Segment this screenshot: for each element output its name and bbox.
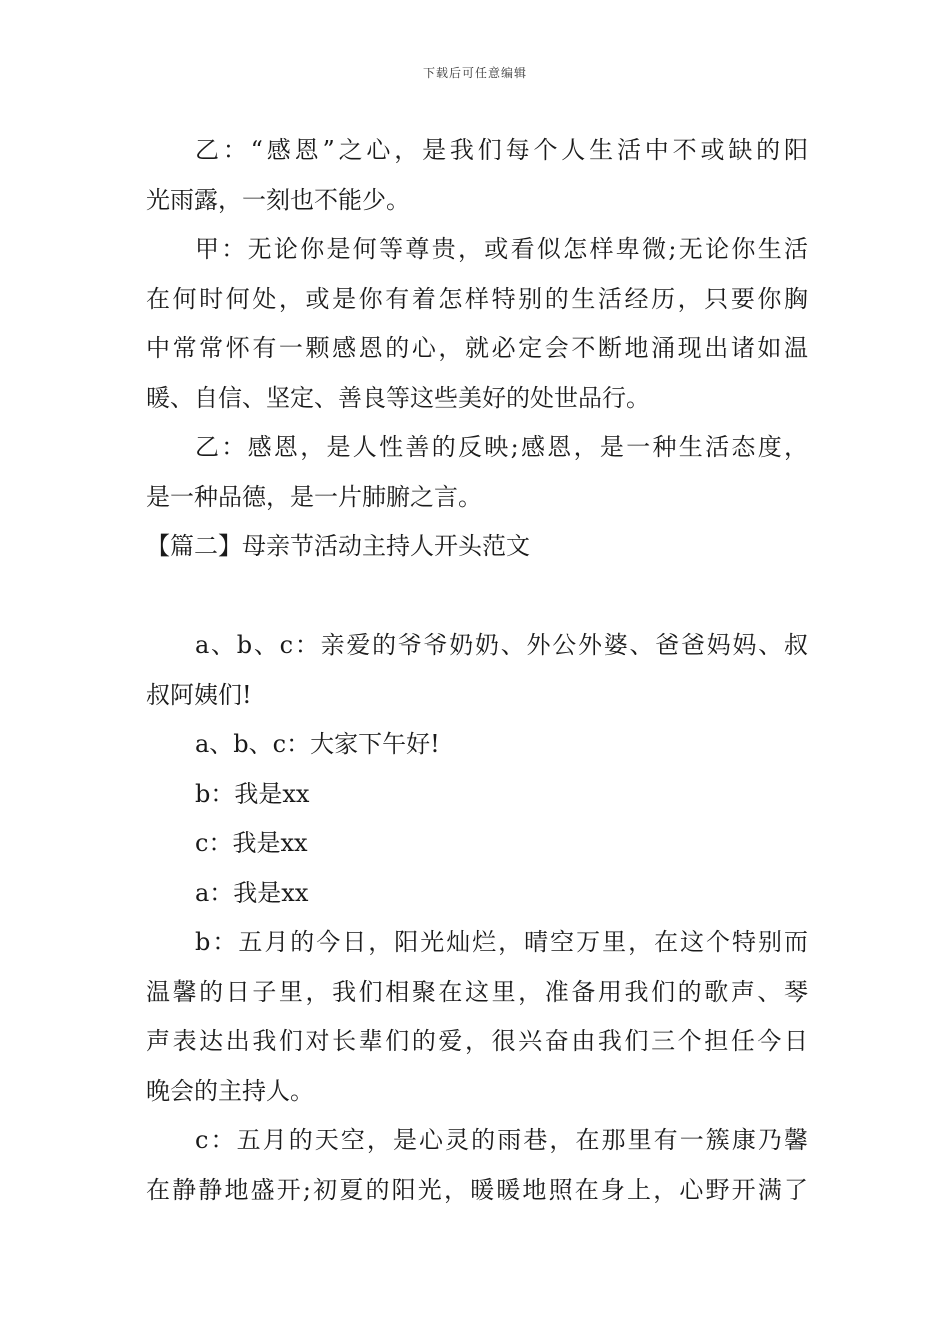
section-title: 【篇二】母亲节活动主持人开头范文 — [146, 532, 530, 560]
paragraph — [146, 225, 808, 423]
text-line: 温馨的日子里，我们相聚在这里，准备用我们的歌声、琴 — [146, 977, 808, 1006]
text-line: 晚会的主持人。 — [146, 1076, 314, 1105]
text-line: 暖、自信、坚定、善良等这些美好的处世品行。 — [146, 383, 650, 412]
document-body — [146, 126, 808, 1215]
text-line: a：我是xx — [195, 878, 309, 907]
text-line: 光雨露，一刻也不能少。 — [146, 185, 410, 214]
text-line: 在何时何处，或是你有着怎样特别的生活经历，只要你胸 — [146, 284, 808, 313]
paragraph — [146, 869, 808, 919]
blank-line — [146, 572, 808, 622]
text-line: b：我是xx — [195, 779, 310, 808]
text-line: 是一种品德，是一片肺腑之言。 — [146, 482, 482, 511]
paragraph — [146, 720, 808, 770]
page-header: 下载后可任意编辑 — [422, 66, 527, 80]
paragraph — [146, 770, 808, 820]
paragraph — [146, 918, 808, 1116]
paragraph — [146, 1116, 808, 1215]
text-line: 声表达出我们对长辈们的爱，很兴奋由我们三个担任今日 — [146, 1027, 808, 1055]
text-line: a、b、c：大家下午好! — [195, 730, 440, 758]
text-line: 甲：无论你是何等尊贵，或看似怎样卑微;无论你生活 — [195, 235, 808, 263]
text-line: a、b、c：亲爱的爷爷奶奶、外公外婆、爸爸妈妈、叔 — [195, 631, 808, 659]
text-line: 在静静地盛开;初夏的阳光，暖暖地照在身上，心野开满了 — [146, 1175, 808, 1204]
text-line: 乙：“感恩”之心，是我们每个人生活中不或缺的阳 — [195, 136, 808, 164]
paragraph — [146, 423, 808, 522]
text-line: 乙：感恩，是人性善的反映;感恩，是一种生活态度， — [195, 433, 808, 461]
text-line: 中常常怀有一颗感恩的心，就必定会不断地涌现出诸如温 — [146, 334, 808, 362]
text-line: c：我是xx — [195, 829, 308, 857]
text-line: c：五月的天空，是心灵的雨巷，在那里有一簇康乃馨 — [195, 1126, 808, 1154]
paragraph — [146, 126, 808, 225]
text-line: b：五月的今日，阳光灿烂，晴空万里，在这个特别而 — [195, 928, 808, 956]
text-line: 叔阿姨们! — [146, 680, 252, 709]
paragraph — [146, 819, 808, 869]
paragraph — [146, 621, 808, 720]
